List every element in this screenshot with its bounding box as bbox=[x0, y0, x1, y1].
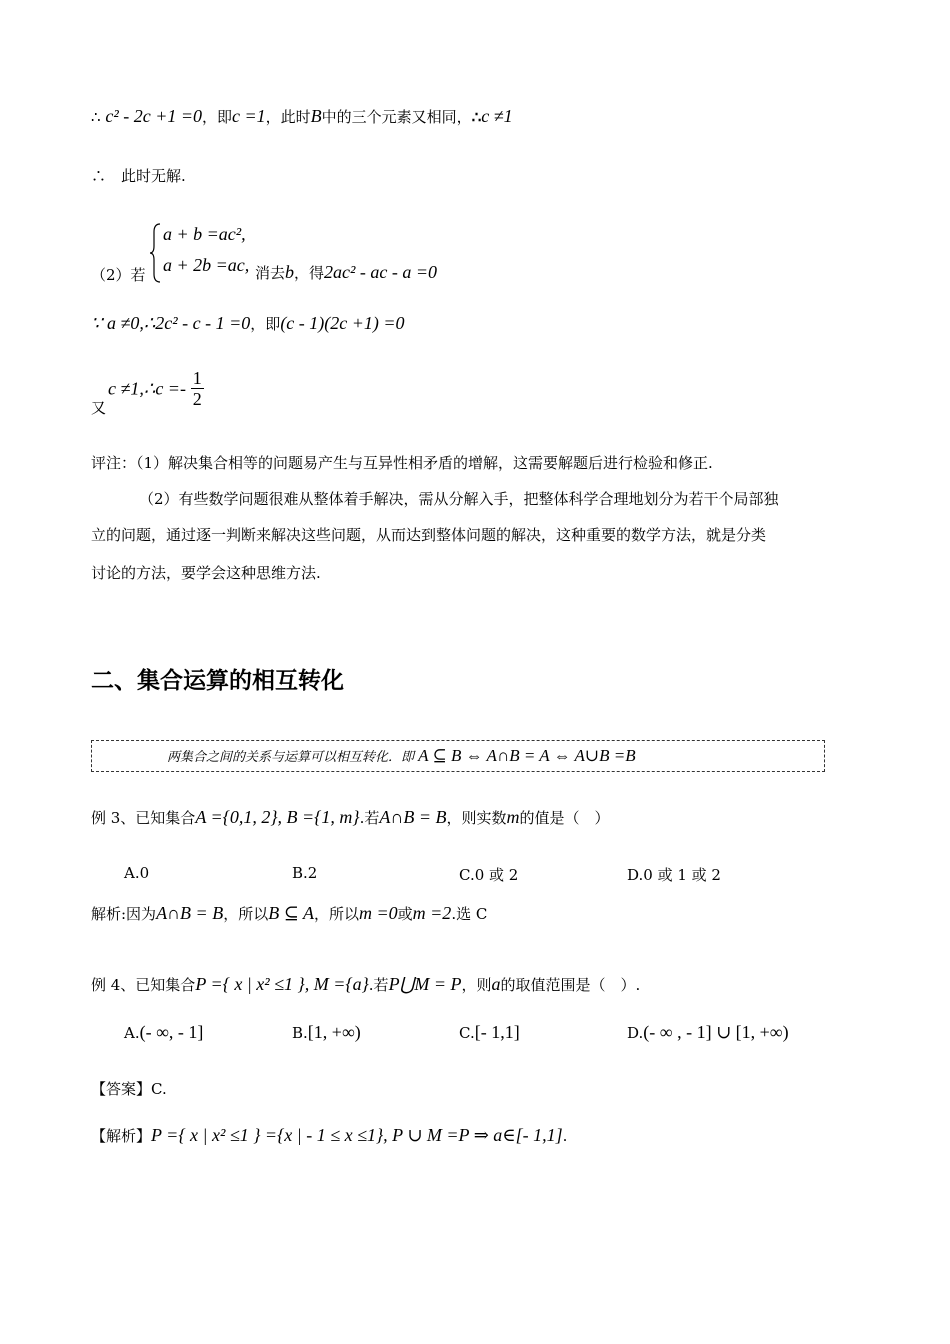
example-4-option-d bbox=[627, 1022, 789, 1043]
example-3-option-d: D.0 或 1 或 2 bbox=[627, 866, 721, 884]
solution-line-4 bbox=[91, 313, 405, 334]
equation: c ≠1 bbox=[481, 106, 513, 126]
example-3-option-b: B.2 bbox=[292, 864, 318, 882]
option-value: (- ∞, - 1] bbox=[139, 1022, 204, 1042]
text: ，则 bbox=[461, 976, 492, 994]
example-4-option-c bbox=[459, 1022, 520, 1043]
example-4-option-b bbox=[292, 1022, 361, 1043]
condition: m =0 bbox=[358, 903, 398, 923]
set-definition: , M ={a} bbox=[304, 974, 369, 994]
option-label: A. bbox=[124, 1024, 140, 1042]
example-3-question bbox=[91, 807, 610, 828]
option-label: D. bbox=[627, 1024, 644, 1042]
option-label: B. bbox=[292, 1024, 308, 1042]
fraction bbox=[191, 368, 204, 409]
text: ，所以 bbox=[223, 905, 269, 923]
text: ，即 bbox=[250, 315, 281, 333]
elimination-text bbox=[255, 262, 437, 283]
box-formula: A ⊆ B ⇔ A∩B = A ⇔ A∪B =B bbox=[418, 746, 636, 765]
variable: b bbox=[285, 262, 295, 282]
section-title: 二、集合运算的相互转化 bbox=[91, 668, 344, 694]
box-content bbox=[167, 746, 636, 766]
equation: c =1 bbox=[232, 106, 266, 126]
system-equation-2: a + 2b =ac, bbox=[163, 255, 250, 275]
left-brace bbox=[150, 222, 162, 284]
equation: P ={ x | x² ≤1 } ={x | - 1 ≤ x ≤1}, P ∪ M =P ⇒ a∈[- 1,1] bbox=[151, 1125, 563, 1145]
equation: ∵ a ≠0,∴2c² - c - 1 =0 bbox=[91, 313, 251, 333]
equation: 2ac² - ac - a =0 bbox=[324, 262, 438, 282]
note-line-4: 讨论的方法，要学会这种思维方法. bbox=[91, 564, 321, 582]
therefore-symbol: ∴ bbox=[91, 108, 101, 126]
note-line-2: （2）有些数学问题很难从整体着手解决，需从分解入手，把整体科学合理地划分为若干个局部独 bbox=[139, 490, 779, 508]
text: ，则实数 bbox=[446, 809, 507, 827]
example-3-solution bbox=[91, 903, 487, 924]
option-value: (- ∞ , - 1] ∪ [1, +∞) bbox=[643, 1022, 789, 1042]
option-value: [- 1,1] bbox=[474, 1022, 520, 1042]
text: 例 3、已知集合 bbox=[91, 809, 196, 827]
text: 消去 bbox=[255, 264, 286, 282]
text: 或 bbox=[397, 905, 413, 923]
equation: (c - 1)(2c +1) =0 bbox=[280, 313, 405, 333]
variable: a bbox=[491, 974, 501, 994]
text: .若 bbox=[368, 976, 389, 994]
equation: c ≠1,∴c =- bbox=[108, 378, 186, 399]
text: 【解析】 bbox=[91, 1127, 152, 1145]
example-3-option-c: C.0 或 2 bbox=[459, 866, 519, 884]
you-label: 又 bbox=[91, 399, 107, 417]
set-definition: P ={ x | x² ≤1 } bbox=[195, 974, 305, 994]
text: 的值是（ ） bbox=[519, 809, 610, 827]
example-4-option-a bbox=[124, 1022, 203, 1043]
text: .选 C bbox=[451, 905, 488, 923]
solution-line-1 bbox=[91, 106, 513, 127]
condition: A∩B = B bbox=[379, 807, 447, 827]
note-line-3: 立的问题，通过逐一判断来解决这些问题，从而达到整体问题的解决，这种重要的数学方法，就是分类 bbox=[91, 526, 767, 544]
condition: P⋃M = P bbox=[388, 974, 462, 994]
key-point-box bbox=[91, 740, 825, 772]
note-line-1: 评注：（1）解决集合相等的问题易产生与互异性相矛盾的增解，这需要解题后进行检验和修正. bbox=[91, 454, 713, 472]
case-2-label: （2）若 bbox=[91, 266, 146, 284]
therefore-symbol: ∴ bbox=[471, 108, 482, 126]
example-4-question bbox=[91, 974, 640, 995]
text: 中的三个元素又相同， bbox=[321, 108, 472, 126]
solution-line-5 bbox=[108, 368, 204, 409]
text: 的取值范围是（ ）. bbox=[500, 976, 641, 994]
solution-line-2: ∴ 此时无解. bbox=[91, 167, 186, 185]
text: . bbox=[562, 1127, 568, 1145]
system-equation-1: a + b =ac², bbox=[163, 224, 246, 244]
variable: m bbox=[506, 807, 520, 827]
condition: m =2 bbox=[412, 903, 452, 923]
condition: B ⊆ A bbox=[268, 903, 314, 923]
text: ，所以 bbox=[313, 905, 359, 923]
text: 解析:因为 bbox=[91, 905, 157, 923]
denominator: 2 bbox=[192, 389, 202, 409]
text: 例 4、已知集合 bbox=[91, 976, 196, 994]
numerator: 1 bbox=[192, 368, 202, 388]
example-3-option-a: A.0 bbox=[124, 864, 150, 882]
variable: B bbox=[310, 106, 322, 126]
text: .若 bbox=[359, 809, 380, 827]
option-label: C. bbox=[459, 1024, 475, 1042]
text: ，此时 bbox=[265, 108, 311, 126]
example-4-answer: 【答案】C. bbox=[91, 1080, 167, 1098]
example-4-analysis bbox=[91, 1125, 567, 1146]
text: ，即 bbox=[202, 108, 233, 126]
condition: A∩B = B bbox=[156, 903, 224, 923]
box-text: 两集合之间的关系与运算可以相互转化．即 bbox=[167, 750, 415, 765]
option-value: [1, +∞) bbox=[307, 1022, 361, 1042]
set-definition: A ={0,1, 2}, B ={1, m} bbox=[195, 807, 360, 827]
text: ，得 bbox=[294, 264, 325, 282]
equation: c² - 2c +1 =0 bbox=[105, 106, 202, 126]
